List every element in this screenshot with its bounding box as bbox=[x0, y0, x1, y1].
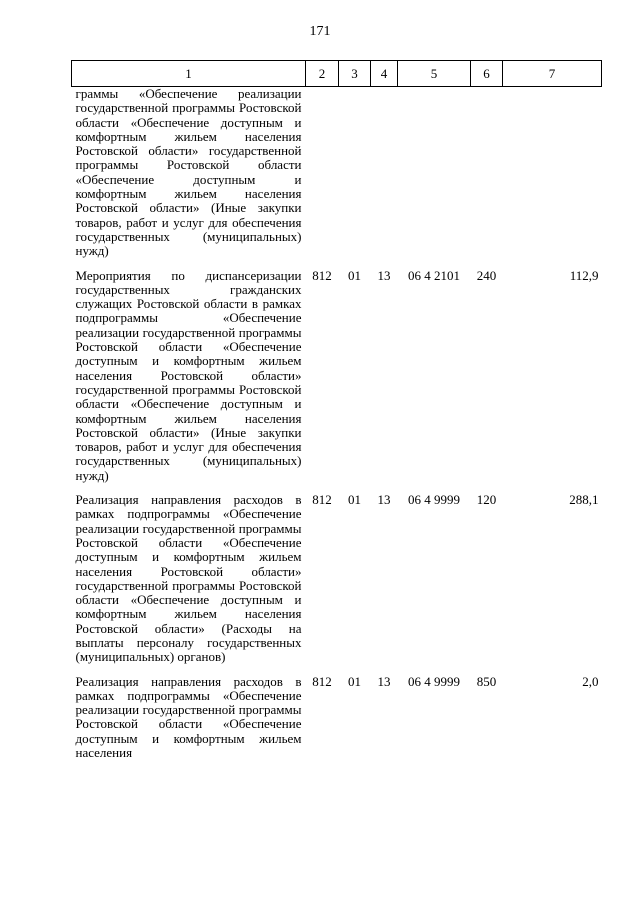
header-col-1: 1 bbox=[72, 61, 306, 87]
header-col-6: 6 bbox=[471, 61, 503, 87]
subsection-code: 13 bbox=[377, 267, 391, 283]
header-col-7: 7 bbox=[503, 61, 602, 87]
table-header bbox=[72, 61, 602, 87]
section-code bbox=[339, 87, 371, 269]
item-name: Реализация направления расходов в рамках подпрограммы «Обеспечение реализации государственной программы Ростовской области «Обеспечение доступным и комфортным жильем населения Ростовской области» государственной программы Ростовской области «Обеспечение доступным и комфортным жильем населения Ростовской области» (Расходы на выплаты персоналу государственных (муниципальных) органов) bbox=[75, 492, 302, 665]
expense-type-code: 120 bbox=[476, 492, 497, 508]
ministry-code: 812 bbox=[312, 673, 332, 689]
section-code: 01 bbox=[348, 492, 361, 508]
amount: 2,0 bbox=[582, 673, 599, 689]
item-name: Реализация направления расходов в рамках подпрограммы «Обеспечение реализации государственной программы Ростовской области «Обеспечение доступным и комфортным жильем населения bbox=[75, 673, 302, 761]
header-col-5: 5 bbox=[398, 61, 471, 87]
expense-type-code: 850 bbox=[476, 673, 497, 689]
expense-type-code: 240 bbox=[476, 267, 497, 283]
expense-type-code bbox=[471, 87, 503, 269]
item-name: граммы «Обеспечение реализации государственной программы Ростовской области «Обеспечение доступным и комфортным жильем населения Ростовской области» государственной программы Ростовской области «Обеспечение доступным и комфортным жильем населения Ростовской области» (Иные закупки товаров, работ и услуг для обеспечения государственных (муниципальных) нужд) bbox=[75, 86, 302, 259]
target-article-code: 06 4 9999 bbox=[408, 492, 460, 508]
header-col-4: 4 bbox=[371, 61, 398, 87]
amount: 288,1 bbox=[569, 492, 599, 508]
header-col-2: 2 bbox=[306, 61, 339, 87]
item-name: Мероприятия по диспансеризации государственных гражданских служащих Ростовской области в рамках подпрограммы «Обеспечение реализации государственной программы Ростовской области «Обеспечение доступным и комфортным жильем населения Ростовской области» государственной программы Ростовской области «Обеспечение доступным и комфортным жильем населения Ростовской области» (Иные закупки товаров, работ и услуг для обеспечения государственных (муниципальных) нужд) bbox=[75, 267, 302, 483]
target-article-code: 06 4 2101 bbox=[408, 267, 460, 283]
page-number: 171 bbox=[309, 24, 331, 39]
budget-table bbox=[71, 60, 602, 760]
ministry-code: 812 bbox=[312, 492, 332, 508]
section-code: 01 bbox=[348, 673, 361, 689]
subsection-code bbox=[371, 87, 398, 269]
table-row bbox=[72, 493, 602, 675]
table-row bbox=[72, 675, 602, 761]
table-row bbox=[72, 87, 602, 269]
section-code: 01 bbox=[348, 267, 361, 283]
ministry-code: 812 bbox=[312, 267, 332, 283]
amount: 112,9 bbox=[569, 267, 599, 283]
target-article-code bbox=[398, 87, 471, 269]
table-row bbox=[72, 269, 602, 493]
header-col-3: 3 bbox=[339, 61, 371, 87]
target-article-code: 06 4 9999 bbox=[408, 673, 460, 689]
subsection-code: 13 bbox=[377, 492, 391, 508]
ministry-code bbox=[306, 87, 339, 269]
amount bbox=[503, 87, 602, 269]
subsection-code: 13 bbox=[377, 673, 391, 689]
